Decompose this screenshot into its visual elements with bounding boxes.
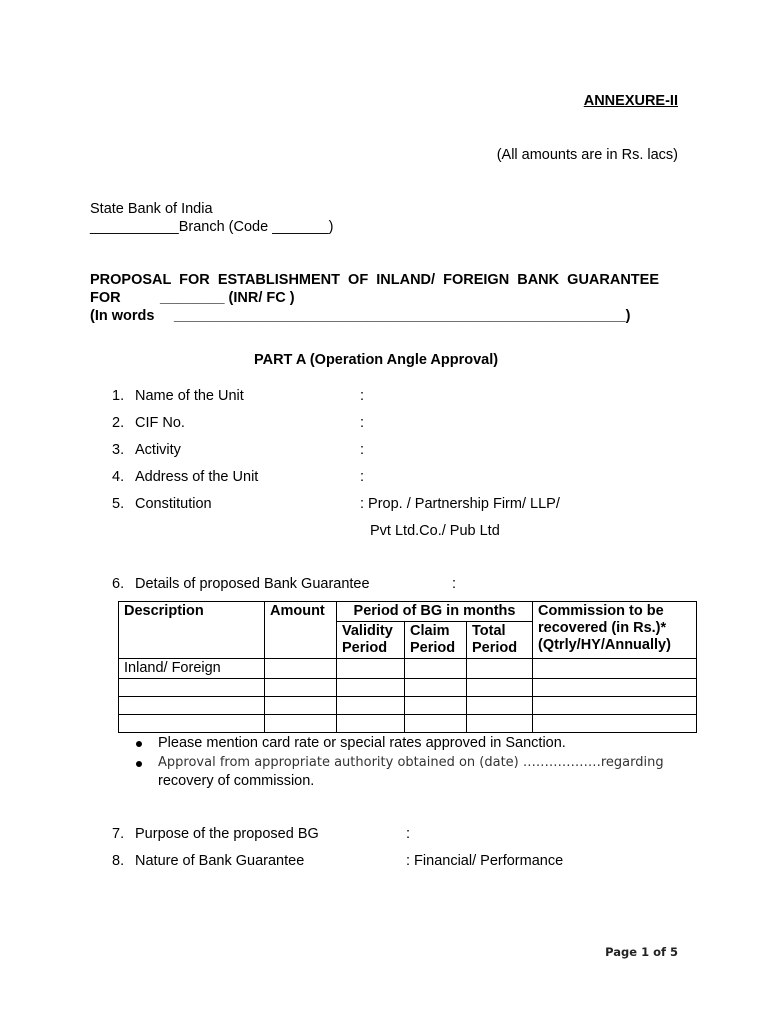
item-label-address: Address of the Unit	[135, 469, 259, 485]
item-number: 8.	[112, 853, 125, 869]
col-validity-period: Validity Period	[337, 622, 405, 659]
item-value: :	[360, 415, 365, 431]
table-cell	[533, 679, 697, 697]
col-total-period: Total Period	[467, 622, 533, 659]
table-cell	[405, 715, 467, 733]
item-value-nature: : Financial/ Performance	[406, 853, 564, 869]
item-number: 7.	[112, 826, 125, 842]
table-cell	[467, 679, 533, 697]
table-cell	[337, 697, 405, 715]
table-row	[119, 679, 697, 697]
item-number: 3.	[112, 442, 125, 458]
col-description: Description	[119, 602, 265, 659]
item-label-name-of-unit: Name of the Unit	[135, 388, 244, 404]
table-cell	[337, 659, 405, 679]
item-value: :	[360, 388, 365, 404]
table-cell	[467, 715, 533, 733]
item-label-cif: CIF No.	[135, 415, 185, 431]
item-value: :	[360, 469, 365, 485]
table-header-row	[119, 602, 697, 622]
bg-details-table	[118, 601, 697, 733]
part-a-heading: PART A (Operation Angle Approval)	[254, 352, 499, 368]
table-cell: Inland/ Foreign	[119, 659, 265, 679]
table-cell	[265, 697, 337, 715]
table-row	[119, 697, 697, 715]
amounts-note: (All amounts are in Rs. lacs)	[496, 147, 678, 163]
table-cell	[467, 659, 533, 679]
proposal-for: FOR	[90, 290, 121, 306]
proposal-title: PROPOSAL FOR ESTABLISHMENT OF INLAND/ FOREIGN BANK GUARANTEE	[90, 272, 660, 288]
item-label-bg-details: Details of proposed Bank Guarantee	[135, 576, 370, 592]
item-value: :	[452, 576, 457, 592]
table-cell	[119, 679, 265, 697]
item-number: 6.	[112, 576, 125, 592]
item-value: :	[406, 826, 411, 842]
table-cell	[405, 697, 467, 715]
proposal-amount: ________ (INR/ FC )	[160, 290, 295, 306]
page-number: Page 1 of 5	[605, 945, 678, 959]
branch-code: ___________Branch (Code _______)	[90, 219, 334, 235]
table-cell	[265, 715, 337, 733]
item-label-constitution: Constitution	[135, 496, 212, 512]
item-value: :	[360, 442, 365, 458]
table-cell	[405, 679, 467, 697]
bullet-icon	[136, 761, 142, 767]
table-cell	[533, 697, 697, 715]
col-amount: Amount	[265, 602, 337, 659]
table-cell	[119, 697, 265, 715]
proposal-in-words: (In words	[90, 308, 155, 324]
col-commission: Commission to be recovered (in Rs.)* (Qtrly/HY/Annually)	[533, 602, 697, 659]
item-label-nature: Nature of Bank Guarantee	[135, 853, 305, 869]
table-cell	[337, 679, 405, 697]
bank-name: State Bank of India	[90, 201, 213, 217]
item-label-activity: Activity	[135, 442, 181, 458]
annexure-label: ANNEXURE-II	[583, 93, 678, 109]
table-cell	[265, 679, 337, 697]
proposal-in-words-blank: ________________________________________________________)	[174, 308, 631, 324]
bullet-icon	[136, 741, 142, 747]
table-cell	[405, 659, 467, 679]
bullet-text-cont: recovery of commission.	[158, 773, 315, 789]
item-number: 1.	[112, 388, 125, 404]
table-cell	[533, 659, 697, 679]
table-cell	[533, 715, 697, 733]
col-claim-period: Claim Period	[405, 622, 467, 659]
item-number: 5.	[112, 496, 125, 512]
bullet-text: Please mention card rate or special rates approved in Sanction.	[158, 735, 566, 751]
table-cell	[467, 697, 533, 715]
item-label-purpose: Purpose of the proposed BG	[135, 826, 319, 842]
item-value-constitution: : Prop. / Partnership Firm/ LLP/	[360, 496, 560, 512]
item-number: 4.	[112, 469, 125, 485]
col-period: Period of BG in months	[337, 602, 533, 622]
table-row	[119, 715, 697, 733]
table-cell	[265, 659, 337, 679]
item-value-constitution-cont: Pvt Ltd.Co./ Pub Ltd	[370, 523, 500, 539]
item-number: 2.	[112, 415, 125, 431]
table-row	[119, 659, 697, 679]
table-cell	[119, 715, 265, 733]
bullet-text: Approval from appropriate authority obtained on (date) ………………regarding	[158, 755, 664, 770]
table-cell	[337, 715, 405, 733]
